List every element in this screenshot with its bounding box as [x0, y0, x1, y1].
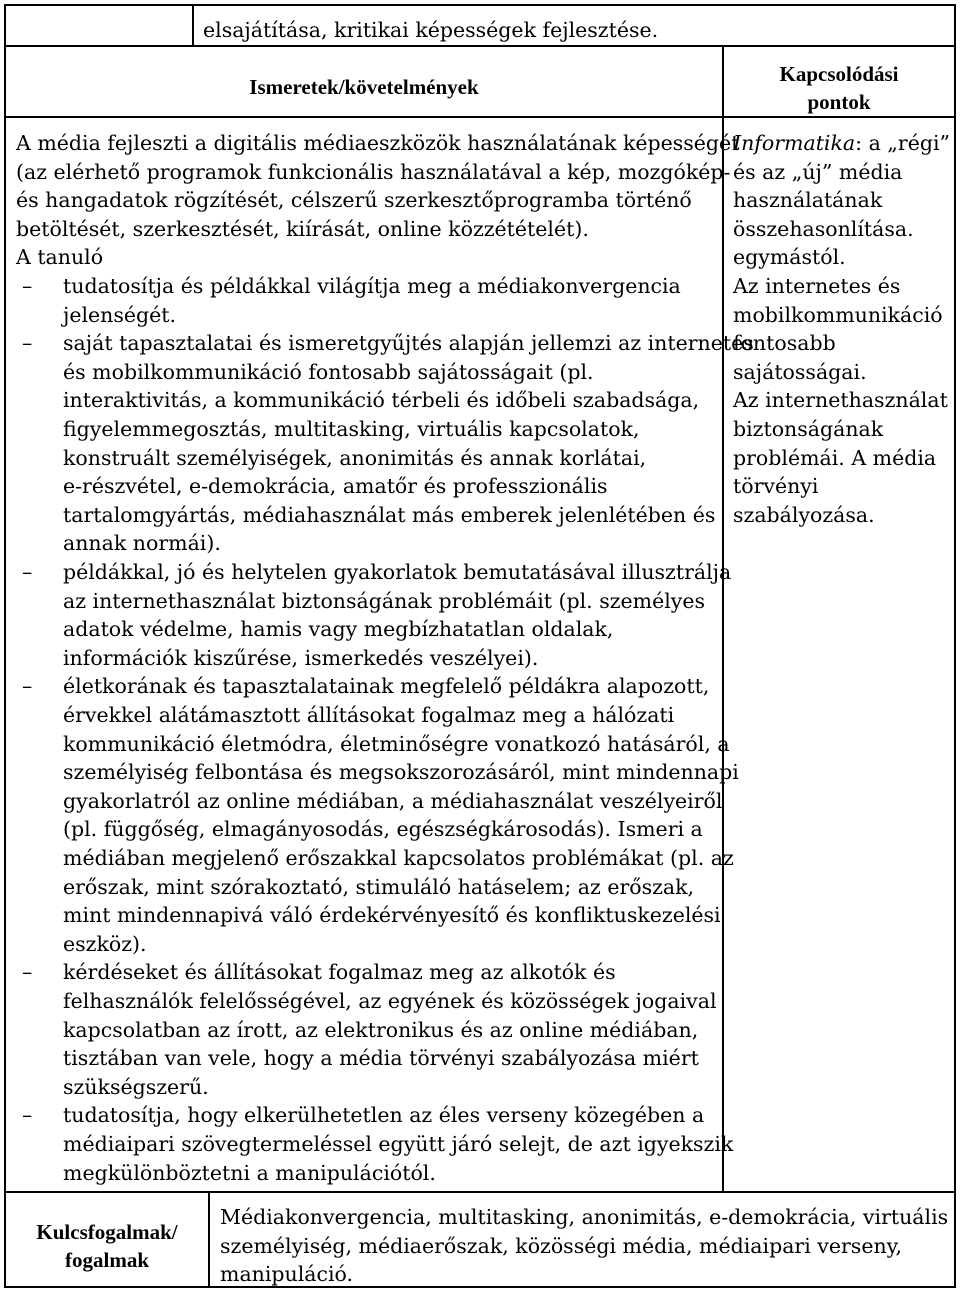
- connections-header-line2: pontok: [807, 90, 871, 114]
- bullet-line: kommunikáció életmódra, életminőségre vonatkozó hatásáról, a: [63, 731, 730, 756]
- bullet-line: annak normái).: [63, 531, 221, 556]
- connection-line: mobilkommunikáció: [733, 302, 943, 327]
- key-concepts-line: manipuláció.: [220, 1262, 354, 1287]
- connection-line: Az internethasználat: [733, 388, 948, 413]
- bullet-line: információk kiszűrése, ismerkedés veszélyei).: [63, 645, 539, 670]
- bullet-line: az internethasználat biztonságának problémáit (pl. személyes: [63, 588, 706, 613]
- bullet-dash: –: [22, 560, 33, 584]
- bullet-line: mint mindennapivá váló érdekérvényesítő és konfliktuskezelési: [63, 903, 721, 928]
- intro-line: és hangadatok rögzítését, célszerű szerkesztőprogramba történő: [16, 188, 692, 213]
- connection-line: szabályozása.: [733, 502, 875, 527]
- connection-subject: Informatika: [733, 131, 856, 155]
- intro-line: A tanuló: [16, 245, 104, 270]
- connection-line: Az internetes és: [733, 274, 901, 298]
- bullet-line: adatok védelme, hamis vagy megbízhatatlan oldalak,: [63, 617, 614, 642]
- table-border-top: [4, 4, 956, 6]
- bullet-line: és mobilkommunikáció fontosabb sajátosságait (pl.: [63, 359, 594, 384]
- connection-line: egymástól.: [733, 245, 846, 270]
- bullet-dash: –: [22, 274, 33, 298]
- bullet-dash: –: [22, 960, 33, 985]
- connection-line: törvényi: [733, 474, 819, 499]
- bullet-line: gyakorlatról az online médiában, a médiahasználat veszélyeiről: [63, 788, 723, 813]
- bullet-line: tudatosítja és példákkal világítja meg a médiakonvergencia: [63, 274, 681, 298]
- bullet-line: (pl. függőség, elmagányosodás, egészségkárosodás). Ismeri a: [63, 817, 703, 842]
- intro-line: betöltését, szerkesztését, kiírását, online közzétételét).: [16, 216, 589, 241]
- bullet-line: életkorának és tapasztalatainak megfelelő példákra alapozott,: [63, 674, 710, 699]
- intro-line: (az elérhető programok funkcionális használatával a kép, mozgókép-: [16, 159, 731, 184]
- connection-text: : a „régi”: [855, 131, 951, 155]
- connection-line: és az „új” média: [733, 159, 903, 184]
- bullet-line: konstruált személyiségek, anonimitás és annak korlátai,: [63, 445, 647, 470]
- bullet-line: erőszak, mint szórakoztató, stimuláló hatáselem; az erőszak,: [63, 874, 695, 899]
- connection-line: [733, 129, 950, 158]
- connection-line: sajátosságai.: [733, 359, 867, 384]
- continuation-text: elsajátítása, kritikai képességek fejlesztése.: [203, 18, 659, 42]
- bullet-line: felhasználók felelősségével, az egyének és közösségek jogaival: [63, 989, 717, 1013]
- bullet-line: interaktivitás, a kommunikáció térbeli és időbeli szabadsága,: [63, 388, 700, 413]
- bullet-line: saját tapasztalatai és ismeretgyűjtés alapján jellemzi az internetes: [63, 331, 754, 356]
- key-concepts-line: személyiség, médiaerőszak, közösségi média, médiaipari verseny,: [220, 1233, 903, 1258]
- bullet-line: médiában megjelenő erőszakkal kapcsolatos problémákat (pl. az: [63, 846, 734, 870]
- bullet-dash: –: [22, 331, 33, 356]
- bullet-line: személyiség felbontása és megsokszorozásáról, mint mindennapi: [63, 760, 739, 785]
- key-concepts-divider: [208, 1191, 210, 1288]
- bullet-line: megkülönböztetni a manipulációtól.: [63, 1160, 436, 1185]
- bullet-line: eszköz).: [63, 931, 147, 956]
- requirements-header: Ismeretek/követelmények: [249, 75, 479, 99]
- bullet-dash: –: [22, 674, 33, 699]
- bullet-line: tudatosítja, hogy elkerülhetetlen az éles verseny közegében a: [63, 1103, 705, 1128]
- table-border-right: [954, 4, 956, 1288]
- bullet-line: kapcsolatban az írott, az elektronikus és az online médiában,: [63, 1017, 699, 1042]
- key-concepts-label-line1: Kulcsfogalmak/: [36, 1220, 178, 1244]
- bullet-line: példákkal, jó és helytelen gyakorlatok bemutatásával illusztrálja: [63, 560, 732, 584]
- intro-line: A média fejleszti a digitális médiaeszközök használatának képességét: [16, 131, 740, 155]
- bullet-line: médiaipari szövegtermeléssel együtt járó selejt, de azt igyekszik: [63, 1132, 734, 1156]
- row-divider-1: [4, 45, 956, 47]
- table-border-bottom: [4, 1286, 956, 1288]
- connection-line: problémái. A média: [733, 445, 937, 470]
- connection-line: biztonságának: [733, 417, 884, 441]
- connection-line: összehasonlítása.: [733, 216, 914, 241]
- bullet-line: tartalomgyártás, médiahasználat más emberek jelenlétében és: [63, 502, 716, 527]
- bullet-line: e-részvétel, e-demokrácia, amatőr és professzionális: [63, 474, 608, 499]
- connection-line: használatának: [733, 188, 883, 213]
- connections-header-line1: Kapcsolódási: [779, 62, 899, 86]
- key-concepts-line: Médiakonvergencia, multitasking, anonimitás, e-demokrácia, virtuális: [220, 1205, 949, 1229]
- bullet-line: kérdéseket és állításokat fogalmaz meg az alkotók és: [63, 960, 616, 985]
- table-border-left: [4, 4, 6, 1288]
- bullet-line: érvekkel alátámasztott állításokat fogalmaz meg a hálózati: [63, 703, 675, 727]
- row-divider-3: [4, 1191, 956, 1193]
- bullet-line: jelenségét.: [63, 302, 177, 327]
- connection-line: fontosabb: [733, 331, 836, 356]
- top-row-divider: [192, 4, 194, 47]
- bullet-line: tisztában van vele, hogy a média törvényi szabályozása miért: [63, 1046, 699, 1071]
- bullet-line: szükségszerű.: [63, 1074, 209, 1099]
- column-divider: [722, 45, 724, 1193]
- key-concepts-label-line2: fogalmak: [65, 1248, 149, 1272]
- bullet-dash: –: [22, 1103, 33, 1128]
- bullet-line: figyelemmegosztás, multitasking, virtuális kapcsolatok,: [63, 417, 640, 441]
